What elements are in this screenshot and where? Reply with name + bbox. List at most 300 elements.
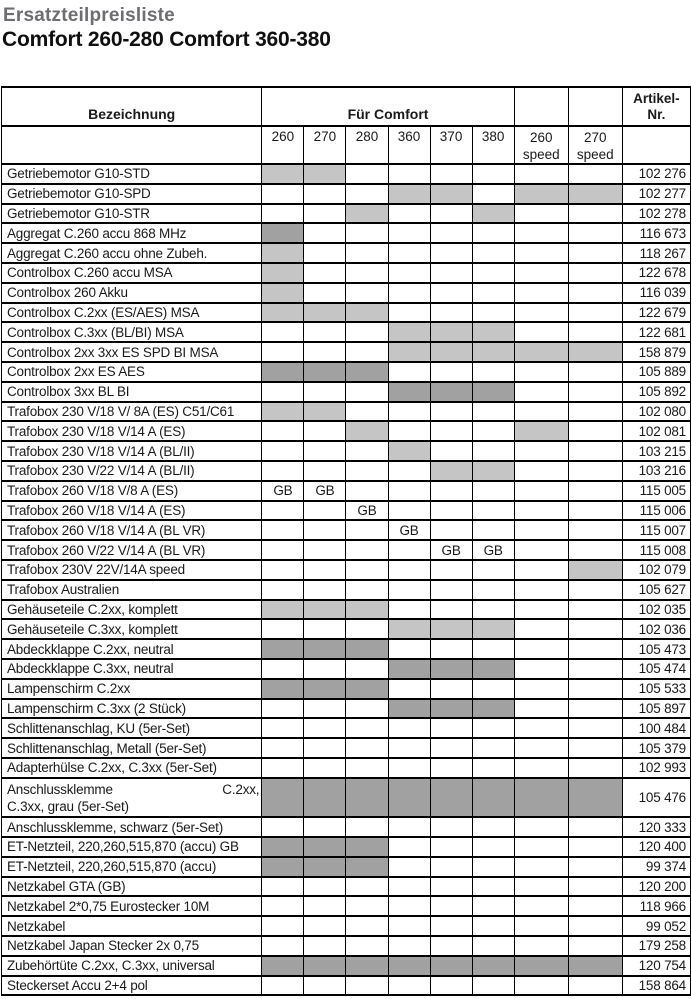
part-name: ET-Netzteil, 220,260,515,870 (accu) [2, 857, 262, 877]
empty-compatibility-cell [568, 481, 622, 501]
article-number: 115 008 [622, 540, 690, 560]
empty-compatibility-cell [514, 402, 568, 422]
empty-compatibility-cell [388, 481, 430, 501]
table-row [2, 896, 691, 916]
shaded-compatibility-cell [568, 778, 622, 818]
shaded-compatibility-cell [430, 342, 472, 362]
empty-compatibility-cell [472, 520, 514, 540]
empty-compatibility-cell [472, 362, 514, 382]
empty-compatibility-cell [568, 857, 622, 877]
shaded-compatibility-cell [262, 837, 304, 857]
empty-compatibility-cell [568, 659, 622, 679]
shaded-compatibility-cell [388, 441, 430, 461]
empty-compatibility-cell [388, 421, 430, 441]
gb-marker-cell: GB [262, 481, 304, 501]
col-header-260-speed: 260 speed [514, 126, 568, 164]
empty-compatibility-cell [346, 976, 388, 996]
shaded-compatibility-cell [430, 956, 472, 976]
empty-compatibility-cell [304, 659, 346, 679]
empty-compatibility-cell [514, 896, 568, 916]
col-header-280: 280 [346, 126, 388, 164]
table-row [2, 223, 691, 243]
empty-compatibility-cell [514, 718, 568, 738]
shaded-compatibility-cell [430, 699, 472, 719]
table-row [2, 837, 691, 857]
empty-compatibility-cell [430, 936, 472, 956]
shaded-compatibility-cell [430, 778, 472, 818]
empty-compatibility-cell [568, 896, 622, 916]
empty-compatibility-cell [430, 441, 472, 461]
empty-compatibility-cell [430, 857, 472, 877]
shaded-compatibility-cell [472, 382, 514, 402]
header-empty-above-270speed [568, 87, 622, 126]
empty-compatibility-cell [430, 916, 472, 936]
part-name: Getriebemotor G10-STR [2, 204, 262, 224]
empty-compatibility-cell [262, 738, 304, 758]
shaded-compatibility-cell [304, 362, 346, 382]
table-header [2, 87, 691, 164]
empty-compatibility-cell [514, 263, 568, 283]
article-number: 105 889 [622, 362, 690, 382]
empty-compatibility-cell [388, 243, 430, 263]
shaded-compatibility-cell [262, 600, 304, 620]
empty-compatibility-cell [304, 342, 346, 362]
table-row [2, 639, 691, 659]
empty-compatibility-cell [430, 976, 472, 996]
empty-compatibility-cell [304, 976, 346, 996]
article-number: 105 892 [622, 382, 690, 402]
shaded-compatibility-cell [304, 600, 346, 620]
table-body [2, 164, 691, 995]
part-name: Netzkabel [2, 916, 262, 936]
shaded-compatibility-cell [388, 956, 430, 976]
table-row [2, 243, 691, 263]
article-number: 120 400 [622, 837, 690, 857]
empty-compatibility-cell [304, 322, 346, 342]
empty-compatibility-cell [430, 718, 472, 738]
empty-compatibility-cell [472, 679, 514, 699]
article-number: 115 005 [622, 481, 690, 501]
empty-compatibility-cell [346, 342, 388, 362]
shaded-compatibility-cell [304, 837, 346, 857]
table-row [2, 877, 691, 897]
empty-compatibility-cell [472, 837, 514, 857]
empty-compatibility-cell [472, 639, 514, 659]
table-row [2, 501, 691, 521]
table-row [2, 600, 691, 620]
empty-compatibility-cell [514, 540, 568, 560]
table-row [2, 778, 691, 818]
empty-compatibility-cell [568, 639, 622, 659]
part-name: Controlbox C.3xx (BL/BI) MSA [2, 322, 262, 342]
empty-compatibility-cell [388, 896, 430, 916]
article-number: 102 036 [622, 619, 690, 639]
col-header-270-speed: 270 speed [568, 126, 622, 164]
empty-compatibility-cell [514, 976, 568, 996]
empty-compatibility-cell [514, 560, 568, 580]
table-row [2, 461, 691, 481]
empty-compatibility-cell [472, 817, 514, 837]
empty-compatibility-cell [346, 896, 388, 916]
article-number: 115 007 [622, 520, 690, 540]
empty-compatibility-cell [472, 600, 514, 620]
empty-compatibility-cell [346, 283, 388, 303]
empty-compatibility-cell [304, 758, 346, 778]
table-row [2, 817, 691, 837]
empty-compatibility-cell [514, 362, 568, 382]
shaded-compatibility-cell [304, 639, 346, 659]
shaded-compatibility-cell [262, 164, 304, 184]
empty-compatibility-cell [388, 976, 430, 996]
shaded-compatibility-cell [388, 184, 430, 204]
part-name: Netzkabel GTA (GB) [2, 877, 262, 897]
shaded-compatibility-cell [346, 956, 388, 976]
empty-compatibility-cell [262, 421, 304, 441]
shaded-compatibility-cell [430, 184, 472, 204]
article-number: 102 993 [622, 758, 690, 778]
empty-compatibility-cell [262, 976, 304, 996]
shaded-compatibility-cell [346, 303, 388, 323]
part-name: Anschlussklemme C.2xx, C.3xx, grau (5er-Set) [2, 778, 262, 818]
shaded-compatibility-cell [304, 402, 346, 422]
part-name: Anschlussklemme, schwarz (5er-Set) [2, 817, 262, 837]
empty-compatibility-cell [346, 619, 388, 639]
empty-compatibility-cell [514, 481, 568, 501]
empty-compatibility-cell [514, 283, 568, 303]
shaded-compatibility-cell [472, 699, 514, 719]
empty-compatibility-cell [346, 263, 388, 283]
empty-compatibility-cell [472, 718, 514, 738]
empty-compatibility-cell [430, 520, 472, 540]
empty-compatibility-cell [568, 817, 622, 837]
empty-compatibility-cell [514, 817, 568, 837]
empty-compatibility-cell [388, 718, 430, 738]
empty-compatibility-cell [430, 402, 472, 422]
shaded-compatibility-cell [388, 699, 430, 719]
table-row [2, 936, 691, 956]
shaded-compatibility-cell [472, 342, 514, 362]
empty-compatibility-cell [388, 362, 430, 382]
article-number: 122 681 [622, 322, 690, 342]
empty-compatibility-cell [304, 580, 346, 600]
empty-compatibility-cell [568, 243, 622, 263]
part-name: Lampenschirm C.2xx [2, 679, 262, 699]
empty-compatibility-cell [304, 877, 346, 897]
article-number: 99 374 [622, 857, 690, 877]
empty-compatibility-cell [568, 679, 622, 699]
empty-compatibility-cell [430, 263, 472, 283]
col-header-370: 370 [430, 126, 472, 164]
empty-compatibility-cell [346, 718, 388, 738]
article-number: 102 080 [622, 402, 690, 422]
table-row [2, 283, 691, 303]
shaded-compatibility-cell [346, 679, 388, 699]
empty-compatibility-cell [388, 501, 430, 521]
empty-compatibility-cell [346, 223, 388, 243]
part-name: Gehäuseteile C.3xx, komplett [2, 619, 262, 639]
part-name: Netzkabel Japan Stecker 2x 0,75 [2, 936, 262, 956]
empty-compatibility-cell [568, 877, 622, 897]
empty-compatibility-cell [514, 204, 568, 224]
part-name: Getriebemotor G10-STD [2, 164, 262, 184]
empty-compatibility-cell [304, 560, 346, 580]
empty-compatibility-cell [568, 520, 622, 540]
empty-compatibility-cell [514, 936, 568, 956]
shaded-compatibility-cell [262, 956, 304, 976]
table-row [2, 303, 691, 323]
shaded-compatibility-cell [346, 362, 388, 382]
empty-compatibility-cell [262, 540, 304, 560]
table-row [2, 916, 691, 936]
shaded-compatibility-cell [430, 382, 472, 402]
shaded-compatibility-cell [262, 223, 304, 243]
empty-compatibility-cell [430, 837, 472, 857]
table-row [2, 184, 691, 204]
empty-compatibility-cell [568, 718, 622, 738]
col-header-270: 270 [304, 126, 346, 164]
shaded-compatibility-cell [262, 283, 304, 303]
empty-compatibility-cell [568, 461, 622, 481]
empty-compatibility-cell [388, 164, 430, 184]
empty-compatibility-cell [388, 817, 430, 837]
part-name: Trafobox 260 V/18 V/14 A (ES) [2, 501, 262, 521]
shaded-compatibility-cell [430, 619, 472, 639]
empty-compatibility-cell [388, 679, 430, 699]
shaded-compatibility-cell [472, 956, 514, 976]
empty-compatibility-cell [514, 441, 568, 461]
shaded-compatibility-cell [514, 342, 568, 362]
empty-compatibility-cell [262, 560, 304, 580]
shaded-compatibility-cell [568, 184, 622, 204]
table-row [2, 441, 691, 461]
table-row [2, 164, 691, 184]
empty-compatibility-cell [568, 441, 622, 461]
shaded-compatibility-cell [568, 342, 622, 362]
empty-compatibility-cell [262, 718, 304, 738]
shaded-compatibility-cell [514, 184, 568, 204]
empty-compatibility-cell [568, 699, 622, 719]
table-row [2, 679, 691, 699]
part-name: Adapterhülse C.2xx, C.3xx (5er-Set) [2, 758, 262, 778]
empty-compatibility-cell [388, 560, 430, 580]
part-name: Schlittenanschlag, Metall (5er-Set) [2, 738, 262, 758]
empty-compatibility-cell [388, 600, 430, 620]
empty-compatibility-cell [514, 758, 568, 778]
empty-compatibility-cell [430, 421, 472, 441]
empty-compatibility-cell [514, 916, 568, 936]
empty-compatibility-cell [388, 204, 430, 224]
empty-compatibility-cell [304, 421, 346, 441]
empty-compatibility-cell [568, 540, 622, 560]
empty-compatibility-cell [388, 738, 430, 758]
article-number: 105 474 [622, 659, 690, 679]
empty-compatibility-cell [346, 877, 388, 897]
empty-compatibility-cell [472, 560, 514, 580]
table-row [2, 560, 691, 580]
empty-compatibility-cell [262, 580, 304, 600]
empty-compatibility-cell [304, 441, 346, 461]
article-number: 116 673 [622, 223, 690, 243]
empty-compatibility-cell [346, 560, 388, 580]
empty-compatibility-cell [346, 461, 388, 481]
empty-compatibility-cell [514, 322, 568, 342]
empty-compatibility-cell [262, 817, 304, 837]
empty-compatibility-cell [514, 659, 568, 679]
empty-compatibility-cell [568, 600, 622, 620]
empty-compatibility-cell [430, 600, 472, 620]
empty-compatibility-cell [388, 758, 430, 778]
empty-compatibility-cell [346, 540, 388, 560]
table-row [2, 540, 691, 560]
empty-compatibility-cell [346, 243, 388, 263]
empty-compatibility-cell [388, 837, 430, 857]
article-number: 116 039 [622, 283, 690, 303]
table-row [2, 382, 691, 402]
table-row [2, 402, 691, 422]
part-name: Netzkabel 2*0,75 Eurostecker 10M [2, 896, 262, 916]
part-name: Abdeckklappe C.2xx, neutral [2, 639, 262, 659]
empty-compatibility-cell [568, 362, 622, 382]
empty-compatibility-cell [568, 402, 622, 422]
shaded-compatibility-cell [346, 837, 388, 857]
empty-compatibility-cell [388, 303, 430, 323]
empty-compatibility-cell [388, 916, 430, 936]
empty-compatibility-cell [514, 223, 568, 243]
part-name: ET-Netzteil, 220,260,515,870 (accu) GB [2, 837, 262, 857]
part-name: Controlbox C.260 accu MSA [2, 263, 262, 283]
shaded-compatibility-cell [388, 778, 430, 818]
article-number: 102 276 [622, 164, 690, 184]
empty-compatibility-cell [514, 520, 568, 540]
empty-compatibility-cell [568, 283, 622, 303]
shaded-compatibility-cell [472, 619, 514, 639]
empty-compatibility-cell [472, 896, 514, 916]
article-number: 179 258 [622, 936, 690, 956]
empty-compatibility-cell [430, 877, 472, 897]
empty-compatibility-cell [304, 263, 346, 283]
empty-compatibility-cell [472, 283, 514, 303]
empty-compatibility-cell [472, 402, 514, 422]
empty-compatibility-cell [430, 560, 472, 580]
empty-compatibility-cell [472, 580, 514, 600]
article-number: 118 267 [622, 243, 690, 263]
empty-compatibility-cell [568, 204, 622, 224]
empty-compatibility-cell [514, 303, 568, 323]
shaded-compatibility-cell [346, 639, 388, 659]
empty-compatibility-cell [514, 501, 568, 521]
empty-compatibility-cell [262, 342, 304, 362]
table-row [2, 976, 691, 996]
part-name: Trafobox 230 V/22 V/14 A (BL/II) [2, 461, 262, 481]
empty-compatibility-cell [430, 639, 472, 659]
part-name: Trafobox 260 V/18 V/14 A (BL VR) [2, 520, 262, 540]
article-number: 115 006 [622, 501, 690, 521]
empty-compatibility-cell [262, 916, 304, 936]
article-number: 102 079 [622, 560, 690, 580]
empty-compatibility-cell [262, 382, 304, 402]
shaded-compatibility-cell [262, 639, 304, 659]
empty-compatibility-cell [514, 639, 568, 659]
shaded-compatibility-cell [262, 679, 304, 699]
part-name: Abdeckklappe C.3xx, neutral [2, 659, 262, 679]
empty-compatibility-cell [346, 699, 388, 719]
article-number: 102 278 [622, 204, 690, 224]
shaded-compatibility-cell [514, 778, 568, 818]
empty-compatibility-cell [472, 738, 514, 758]
col-header-360: 360 [388, 126, 430, 164]
empty-compatibility-cell [514, 738, 568, 758]
article-number: 102 277 [622, 184, 690, 204]
shaded-compatibility-cell [514, 956, 568, 976]
article-number: 158 864 [622, 976, 690, 996]
empty-compatibility-cell [568, 322, 622, 342]
empty-compatibility-cell [568, 976, 622, 996]
part-name: Aggregat C.260 accu 868 MHz [2, 223, 262, 243]
shaded-compatibility-cell [472, 659, 514, 679]
empty-compatibility-cell [514, 243, 568, 263]
shaded-compatibility-cell [388, 619, 430, 639]
header-empty-below-bezeichnung [2, 126, 262, 164]
part-name: Getriebemotor G10-SPD [2, 184, 262, 204]
empty-compatibility-cell [514, 857, 568, 877]
part-name: Aggregat C.260 accu ohne Zubeh. [2, 243, 262, 263]
empty-compatibility-cell [568, 382, 622, 402]
empty-compatibility-cell [304, 184, 346, 204]
table-row [2, 421, 691, 441]
empty-compatibility-cell [346, 382, 388, 402]
empty-compatibility-cell [568, 916, 622, 936]
part-name: Controlbox 260 Akku [2, 283, 262, 303]
empty-compatibility-cell [346, 580, 388, 600]
empty-compatibility-cell [304, 619, 346, 639]
empty-compatibility-cell [262, 501, 304, 521]
shaded-compatibility-cell [346, 204, 388, 224]
empty-compatibility-cell [430, 501, 472, 521]
shaded-compatibility-cell [346, 600, 388, 620]
empty-compatibility-cell [472, 916, 514, 936]
empty-compatibility-cell [472, 164, 514, 184]
table-row [2, 342, 691, 362]
empty-compatibility-cell [568, 738, 622, 758]
empty-compatibility-cell [346, 936, 388, 956]
shaded-compatibility-cell [262, 303, 304, 323]
empty-compatibility-cell [514, 600, 568, 620]
shaded-compatibility-cell [346, 857, 388, 877]
shaded-compatibility-cell [304, 164, 346, 184]
empty-compatibility-cell [430, 164, 472, 184]
empty-compatibility-cell [472, 936, 514, 956]
empty-compatibility-cell [346, 164, 388, 184]
empty-compatibility-cell [388, 263, 430, 283]
article-number: 120 754 [622, 956, 690, 976]
empty-compatibility-cell [568, 164, 622, 184]
empty-compatibility-cell [472, 877, 514, 897]
shaded-compatibility-cell [388, 342, 430, 362]
empty-compatibility-cell [304, 223, 346, 243]
shaded-compatibility-cell [568, 956, 622, 976]
empty-compatibility-cell [346, 916, 388, 936]
part-name: Schlittenanschlag, KU (5er-Set) [2, 718, 262, 738]
empty-compatibility-cell [388, 461, 430, 481]
empty-compatibility-cell [472, 758, 514, 778]
empty-compatibility-cell [346, 402, 388, 422]
part-name: Steckerset Accu 2+4 pol [2, 976, 262, 996]
empty-compatibility-cell [262, 441, 304, 461]
empty-compatibility-cell [514, 461, 568, 481]
article-number: 105 379 [622, 738, 690, 758]
table-row [2, 857, 691, 877]
shaded-compatibility-cell [472, 204, 514, 224]
